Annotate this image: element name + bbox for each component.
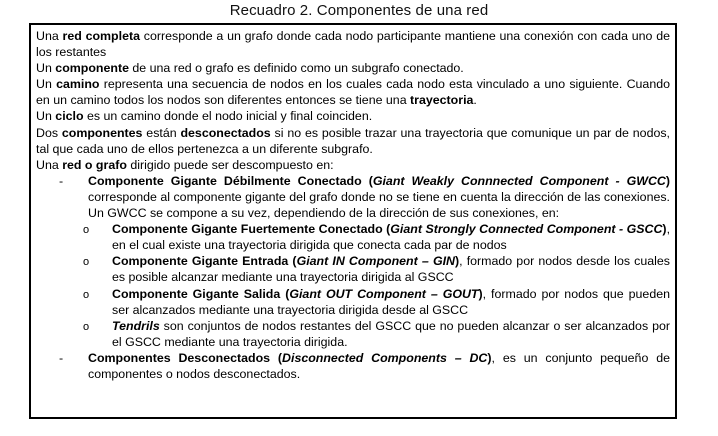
text-run: desconectados [180,125,271,140]
text-run: , en el cual existe una trayectoria dirigida que conecta cada par de nodos [112,222,671,253]
text-run: Giant Weakly Connnected Component - GWCC [372,173,666,188]
circle-bullet: o [83,224,90,237]
text-run: camino [56,77,100,92]
text-run: Giant OUT Component – GOUT [289,286,479,301]
text-run: Componentes Desconectados ( [88,350,283,365]
text-run: , formado por nodos desde los cuales es posible alcanzar mediante una trayectoria dirigida al GSCC [112,254,670,285]
list-item [36,318,670,350]
text-run: ) [662,222,667,237]
text-run: Una [36,157,63,172]
text-run: Giant IN Component – GIN [296,254,455,269]
dash-bullet: - [59,350,64,365]
text-box [29,23,677,419]
list-item [36,286,670,318]
list-item [36,173,670,221]
paragraph [36,157,670,173]
text-run: corresponde al componente gigante del grafo donde no se tiene en cuenta la dirección de las conexiones. Un GWCC se compone a su vez, dependiendo de la dirección de sus conexiones, en: [88,189,670,221]
paragraph [36,76,670,108]
text-run: son conjuntos de nodos restantes del GSCC que no pueden alcanzar o ser alcanzados por el GSCC mediante una trayectoria dirigida. [112,318,670,349]
text-run: Disconnected Components – DC [282,350,488,365]
paragraph [36,108,670,124]
text-run: corresponde a un grafo donde cada nodo participante mantiene una conexión con cada uno de los restantes [36,29,670,60]
text-run: Componente Gigante Salida ( [112,286,290,301]
circle-bullet: o [83,256,90,269]
text-run: . [473,93,477,108]
text-run: trayectoria [410,93,474,108]
paragraph [36,60,670,76]
list-item [36,253,670,285]
text-run: están [142,125,181,140]
text-run: ) [454,254,460,269]
text-run: ) [487,350,492,365]
text-run: de una red o grafo es definido como un subgrafo conectado. [128,61,464,76]
box-content [36,28,670,382]
text-run: ) [665,173,670,188]
text-run: red completa [62,29,140,43]
text-run: red o grafo [62,157,127,172]
text-run: componentes [61,125,143,140]
list-item [36,350,670,382]
text-run: Componente Gigante Débilmente Conectado ( [88,173,373,188]
box-title: Recuadro 2. Componentes de una red [229,2,489,19]
text-run: Un [36,77,57,92]
text-run: Un [36,109,56,124]
paragraph [36,125,670,157]
circle-bullet: o [83,288,90,301]
text-run: Un [36,61,56,76]
text-run: ciclo [55,109,84,124]
text-run: Componente Gigante Fuertemente Conectado ( [112,222,391,237]
text-run: representa una secuencia de nodos en los cuales cada nodo esta vinculado a uno siguiente. Cuando en un camino todos los nodos son diferentes entonces se tiene una [36,77,670,108]
text-run: Dos [36,125,62,140]
text-run: , es un conjunto pequeño de componentes o nodos desconectados. [88,350,670,381]
text-run: componente [55,61,129,76]
dash-bullet: - [59,173,64,188]
text-run: Tendrils [112,318,160,333]
text-run: es un camino donde el nodo inicial y final coinciden. [83,109,373,124]
text-run: dirigido puede ser descompuesto en: [126,157,334,172]
text-run: Giant Strongly Connected Component - GSCC [390,222,663,237]
text-run: Una [36,29,63,43]
text-run: Componente Gigante Entrada ( [112,254,297,269]
text-run: ) [478,286,483,301]
circle-bullet: o [83,320,90,333]
text-run: si no es posible trazar una trayectoria que comunique un par de nodos, tal que cada uno de ellos pertenezca a un diferente subgrafo. [36,125,670,156]
text-run: , formado por nodos que pueden ser alcanzados mediante una trayectoria dirigida desde al GSCC [112,286,670,317]
paragraph [36,28,670,60]
list-item [36,221,670,253]
